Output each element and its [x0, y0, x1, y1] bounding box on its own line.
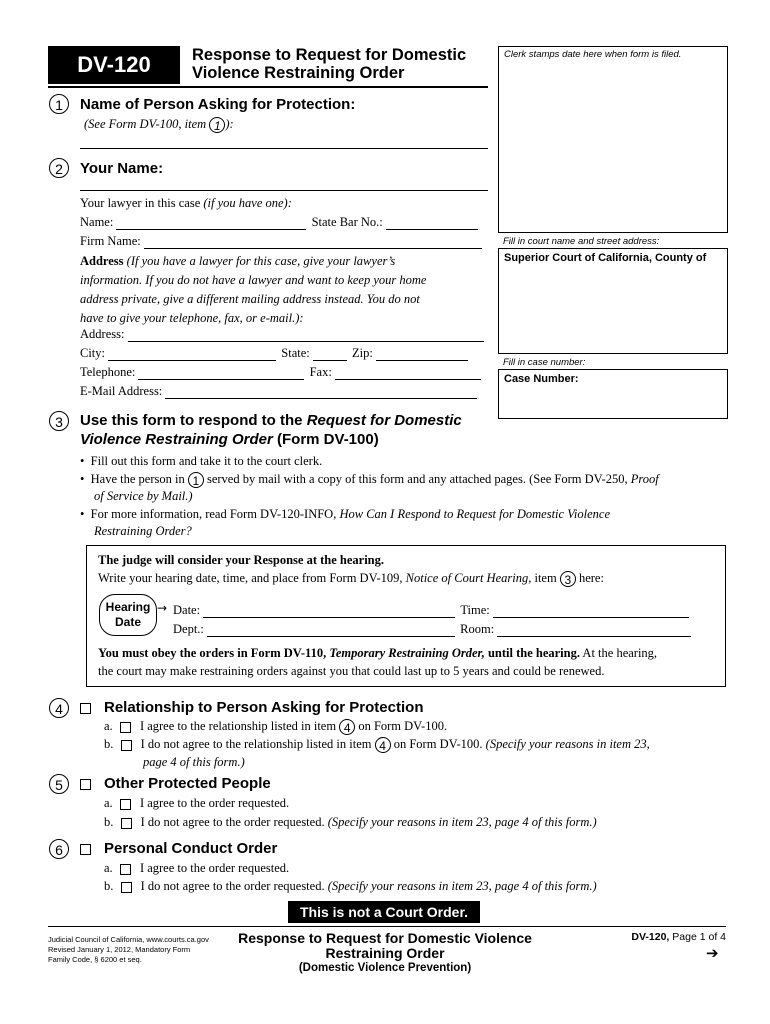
item6-checkbox[interactable] [80, 844, 91, 855]
clerk-stamp-hint: Clerk stamps date here when form is filed. [504, 49, 682, 60]
bullet-3-cont: Restraining Order? [94, 524, 192, 538]
case-box[interactable] [498, 369, 728, 419]
not-court-order-banner: This is not a Court Order. [288, 901, 480, 923]
item3-bullets [80, 453, 730, 541]
footer-right: DV-120, Page 1 of 4 [631, 931, 726, 943]
item5-checkbox[interactable] [80, 779, 91, 790]
item1-number: 1 [49, 94, 69, 114]
city-field[interactable] [108, 348, 276, 361]
footer-center: Response to Request for Domestic Violence Restraining Order (Domestic Violence Prevention) [238, 930, 532, 974]
state-field[interactable] [313, 348, 347, 361]
item5-b-checkbox[interactable] [121, 818, 132, 829]
item4-a: a. I agree to the relationship listed in item 4 on Form DV-100. [104, 719, 448, 736]
telephone-field[interactable] [138, 367, 304, 380]
lawyer-name-row: Name: State Bar No.: [80, 215, 478, 230]
bullet-3: • For more information, read Form DV-120-INFO, How Can I Respond to Request for Domestic Violence [80, 506, 611, 521]
item6-title: Personal Conduct Order [104, 840, 278, 857]
obey-line1: You must obey the orders in Form DV-110, Temporary Restraining Order, until the hearing. At the hearing, [98, 646, 658, 660]
fax-field[interactable] [335, 367, 481, 380]
form-code-badge [48, 46, 180, 84]
item5-title: Other Protected People [104, 775, 271, 792]
item6-number: 6 [49, 839, 69, 859]
next-page-arrow-icon[interactable]: ➔ [706, 944, 719, 962]
firm-name-field[interactable] [144, 236, 482, 249]
item4-title: Relationship to Person Asking for Protection [104, 699, 424, 716]
item5-a: a. I agree to the order requested. [104, 796, 290, 810]
firm-row: Firm Name: [80, 234, 482, 249]
hearing-heading: The judge will consider your Response at the hearing. [98, 553, 385, 567]
hearing-time-field[interactable] [493, 605, 689, 618]
item6-a: a. I agree to the order requested. [104, 861, 290, 875]
clerk-stamp-box [498, 46, 728, 233]
footer-rule [48, 926, 726, 927]
dept-room-row: Dept.: Room: [173, 622, 691, 637]
item6-b-checkbox[interactable] [121, 882, 132, 893]
email-row: E-Mail Address: [80, 384, 477, 399]
item1-title: Name of Person Asking for Protection: [80, 96, 356, 113]
form-title-line1: Response to Request for Domestic [192, 46, 467, 64]
item4-b: b. I do not agree to the relationship listed in item 4 on Form DV-100. (Specify your reasons in item 23, [104, 737, 650, 754]
zip-field[interactable] [376, 348, 468, 361]
address-instructions: Address (If you have a lawyer for this case, give your lawyer’s information. If you do not have a lawyer and want to keep your home address private, give a different mailing address instead. You do not have to give your telephone, fax, or e-mail.): [80, 254, 427, 325]
item2-number: 2 [49, 158, 69, 178]
email-field[interactable] [165, 386, 477, 399]
hearing-room-field[interactable] [497, 624, 691, 637]
header-rule [48, 86, 488, 88]
item2-name-line[interactable] [80, 190, 488, 191]
case-hint: Fill in case number: [503, 357, 586, 368]
date-time-row: Date: Time: [173, 603, 689, 618]
item6-b: b. I do not agree to the order requested. (Specify your reasons in item 23, page 4 of this form.) [104, 879, 597, 893]
item3-number: 3 [49, 411, 69, 431]
hearing-date-tag: Hearing Date [99, 594, 157, 636]
telephone-row: Telephone: Fax: [80, 365, 481, 380]
form-code: DV-120 [77, 52, 151, 77]
item1-name-line[interactable] [80, 148, 488, 149]
form-title-line2: Violence Restraining Order [192, 64, 405, 82]
item4-b-checkbox[interactable] [121, 740, 132, 751]
case-label: Case Number: [504, 373, 579, 385]
bullet-1: • Fill out this form and take it to the court clerk. [80, 454, 323, 468]
address-field[interactable] [128, 329, 484, 342]
footer-left: Judicial Council of California, www.courts.ca.gov Revised January 1, 2012, Mandatory Form Family Code, § 6200 et seq. [48, 935, 209, 964]
hearing-write: Write your hearing date, time, and place from Form DV-109, Notice of Court Hearing, item 3 here: [98, 571, 604, 588]
item6-a-checkbox[interactable] [120, 864, 131, 875]
form-title [192, 46, 466, 82]
court-hint: Fill in court name and street address: [503, 236, 660, 247]
item4-a-checkbox[interactable] [120, 722, 131, 733]
state-bar-field[interactable] [386, 217, 478, 230]
item5-number: 5 [49, 774, 69, 794]
item5-a-checkbox[interactable] [120, 799, 131, 810]
court-label: Superior Court of California, County of [504, 252, 707, 264]
obey-line2: the court may make restraining orders against you that could last up to 5 years and could be renewed. [98, 664, 605, 678]
item3-title: Use this form to respond to the Request for Domestic Violence Restraining Order (Form DV-100) [80, 412, 462, 448]
tag-arrow: → [157, 601, 168, 615]
item4-checkbox[interactable] [80, 703, 91, 714]
lawyer-intro: Your lawyer in this case (if you have one): [80, 196, 292, 210]
address-row: Address: [80, 327, 484, 342]
item2-title: Your Name: [80, 160, 164, 177]
bullet-2-cont: of Service by Mail.) [94, 489, 193, 503]
item4-number: 4 [49, 698, 69, 718]
court-box[interactable] [498, 248, 728, 354]
hearing-dept-field[interactable] [207, 624, 455, 637]
hearing-date-field[interactable] [203, 605, 455, 618]
city-row: City: State: Zip: [80, 346, 468, 361]
item5-b: b. I do not agree to the order requested. (Specify your reasons in item 23, page 4 of this form.) [104, 815, 597, 829]
lawyer-name-field[interactable] [116, 217, 306, 230]
bullet-2: • Have the person in 1 served by mail with a copy of this form and any attached pages. (See Form DV-250, Proof [80, 471, 659, 488]
item4-b-cont: page 4 of this form.) [143, 755, 245, 769]
item1-subtitle: (See Form DV-100, item 1 ): [84, 117, 234, 134]
